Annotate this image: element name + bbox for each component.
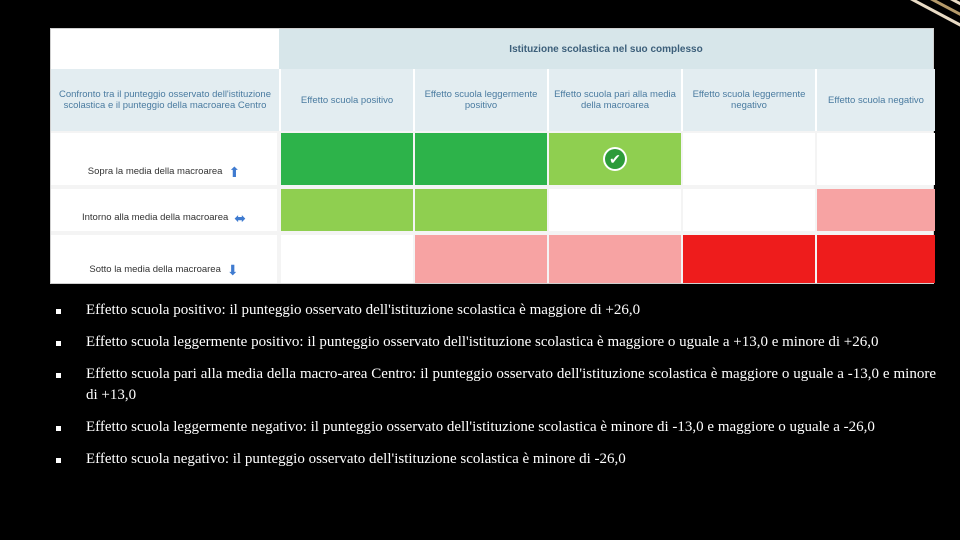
table-title: Istituzione scolastica nel suo complesso [279,29,933,69]
table-cell [815,235,935,283]
row-label [51,133,277,185]
bullet-marker [56,341,61,346]
bullet-marker [56,373,61,378]
list-item [56,364,936,406]
table-cell [681,189,815,231]
column-header: Effetto scuola pari alla media della macroarea [547,69,681,131]
list-item [56,417,936,438]
table-title-row [51,29,933,69]
bullet-text: Effetto scuola pari alla media della macro-area Centro: il punteggio osservato dell'istituzione scolastica è maggiore o uguale a -13,0 e minore di +13,0 [86,366,936,403]
list-item [56,332,936,353]
list-item [56,449,936,470]
bullet-text: Effetto scuola positivo: il punteggio osservato dell'istituzione scolastica è maggiore di +26,0 [86,302,641,318]
arrow-down-icon: ⬇ [226,262,239,278]
table-cell [547,133,681,185]
row-label [51,189,277,231]
bullet-text: Effetto scuola negativo: il punteggio osservato dell'istituzione scolastica è minore di -26,0 [86,451,626,467]
bullet-marker [56,458,61,463]
table-cell [279,133,413,185]
bullet-marker [56,426,61,431]
column-header: Effetto scuola positivo [279,69,413,131]
bullet-text: Effetto scuola leggermente positivo: il punteggio osservato dell'istituzione scolastica è maggiore o uguale a +13,0 e minore di +26,0 [86,334,879,350]
list-item [56,300,936,321]
row-label-text: Intorno alla media della macroarea [81,212,229,223]
table-cell [547,235,681,283]
comparison-header: Confronto tra il punteggio osservato dell'istituzione scolastica e il punteggio della macroarea Centro [51,69,279,131]
table-cell [815,133,935,185]
column-header: Effetto scuola leggermente positivo [413,69,547,131]
table-cell [279,189,413,231]
row-label-text: Sotto la media della macroarea [89,264,221,275]
column-header: Effetto scuola leggermente negativo [681,69,815,131]
table-cell [681,235,815,283]
table-cell [279,235,413,283]
arrow-up-icon: ⬆ [228,164,241,180]
table-cell [413,133,547,185]
table-cell [413,235,547,283]
row-label [51,235,277,283]
bullet-text: Effetto scuola leggermente negativo: il punteggio osservato dell'istituzione scolastica è minore di -13,0 e maggiore o uguale a -26,0 [86,419,875,435]
column-header: Effetto scuola negativo [815,69,935,131]
arrow-left-right-icon: ⬌ [234,210,246,226]
bullet-marker [56,309,61,314]
table-cell [681,133,815,185]
table-cell [413,189,547,231]
school-effect-table [50,28,934,284]
bullet-list [56,300,936,481]
row-label-text: Sopra la media della macroarea [87,166,223,177]
table-cell [815,189,935,231]
title-spacer [51,29,279,69]
checkmark-icon: ✔ [605,149,625,169]
table-cell [547,189,681,231]
